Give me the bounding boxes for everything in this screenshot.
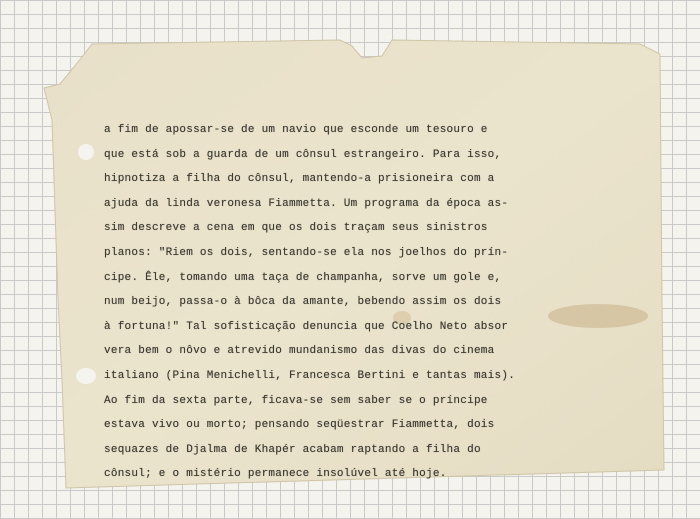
text-line: planos: "Riem os dois, sentando-se ela nos joelhos do prín- xyxy=(104,246,509,259)
text-line: hipnotiza a filha do cônsul, mantendo-a prisioneira com a xyxy=(104,173,495,186)
text-line: estava vivo ou morto; pensando seqüestrar Fiammetta, dois xyxy=(104,419,495,432)
stain xyxy=(548,304,648,328)
text-line: que está sob a guarda de um cônsul estrangeiro. Para isso, xyxy=(104,148,502,161)
text-line: cônsul; e o mistério permanece insolúvel até hoje. xyxy=(104,468,447,481)
text-line: sim descreve a cena em que os dois traçam seus sinistros xyxy=(104,222,488,235)
text-line: cipe. Êle, tomando uma taça de champanha, sorve um gole e, xyxy=(104,271,502,284)
text-line: Ao fim da sexta parte, ficava-se sem saber se o príncipe xyxy=(104,394,488,407)
text-line: ajuda da linda veronesa Fiammetta. Um programa da época as- xyxy=(104,197,509,210)
text-line: à fortuna!" Tal sofisticação denuncia que Coelho Neto absor xyxy=(104,320,509,333)
text-line: a fim de apossar-se de um navio que esconde um tesouro e xyxy=(104,124,488,136)
punch-hole-top xyxy=(78,144,94,160)
punch-hole-bottom xyxy=(76,368,96,384)
text-line: italiano (Pina Menichelli, Francesca Bertini e tantas mais). xyxy=(104,369,516,382)
typed-text-block xyxy=(104,118,544,487)
text-line: vera bem o nôvo e atrevido mundanismo das divas do cinema xyxy=(104,345,495,358)
text-line: num beijo, passa-o à bôca da amante, bebendo assim os dois xyxy=(104,296,502,309)
text-line: sequazes de Djalma de Khapér acabam raptando a filha do xyxy=(104,443,481,456)
